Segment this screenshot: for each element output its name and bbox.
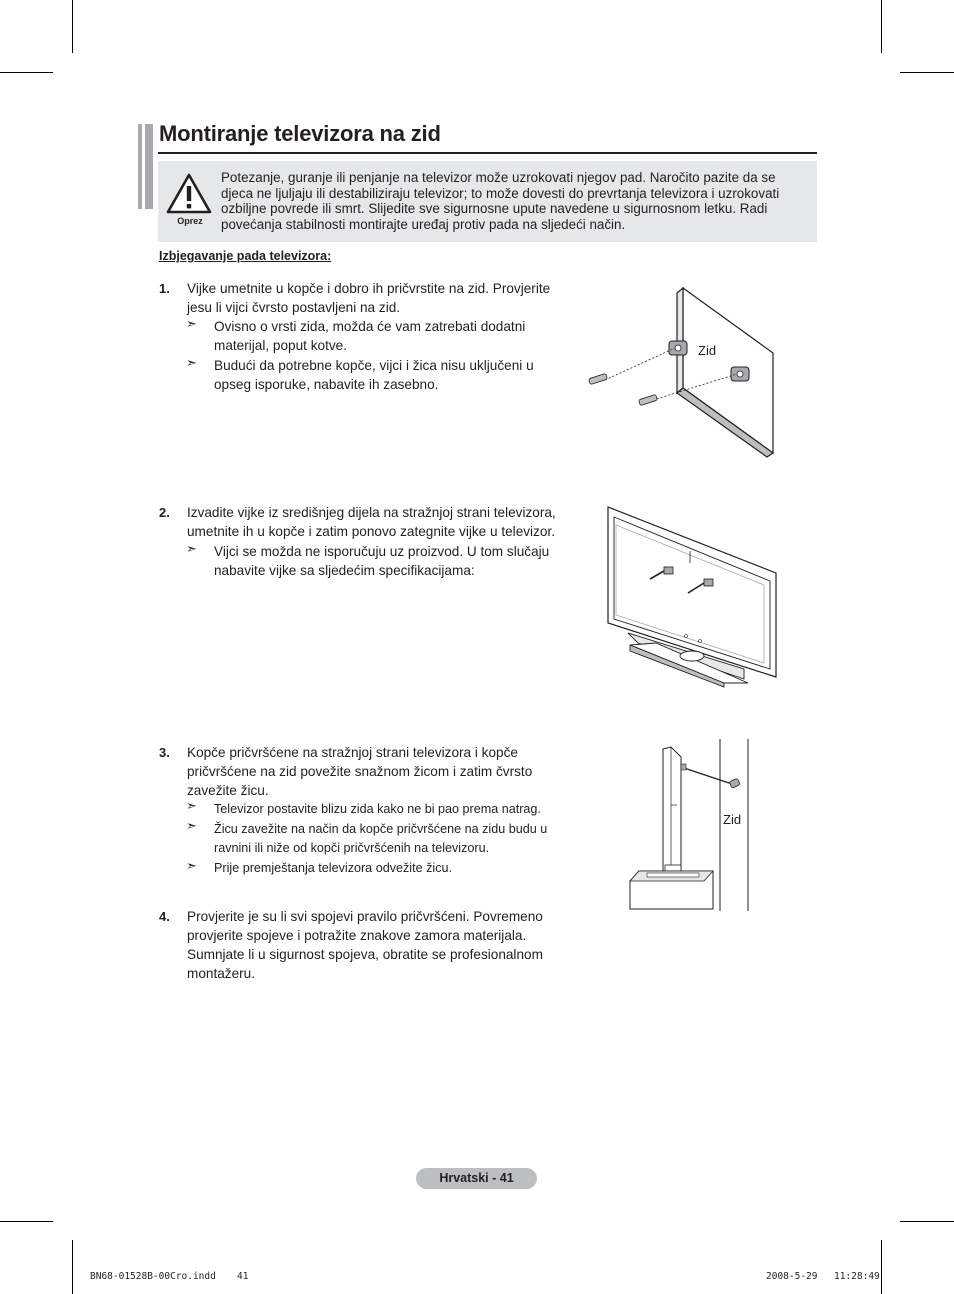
note-arrow-icon: ➣ xyxy=(186,798,197,813)
step-number: 4. xyxy=(159,909,170,924)
page-number-badge: Hrvatski - 41 xyxy=(416,1168,537,1189)
crop-mark xyxy=(72,0,73,53)
note-line: Vijci se možda ne isporučuju uz proizvod. U tom slučaju xyxy=(214,544,550,559)
note-line: nabavite vijke sa sljedećim specifikacijama: xyxy=(214,563,475,578)
step-line: umetnite ih u kopče i zatim ponovo zategnite vijke u televizor. xyxy=(187,524,555,539)
title-rule xyxy=(158,152,817,154)
crop-mark xyxy=(881,0,882,53)
step-note xyxy=(214,820,547,858)
step-note xyxy=(214,356,534,394)
step-number: 2. xyxy=(159,505,170,520)
note-line: Budući da potrebne kopče, vijci i žica nisu uključeni u xyxy=(214,358,534,373)
wall-bracket-illustration xyxy=(583,285,783,455)
step-line: jesu li vijci čvrsto postavljeni na zid. xyxy=(187,300,401,315)
note-line: Prije premještanja televizora odvežite žicu. xyxy=(214,861,452,875)
note-arrow-icon: ➣ xyxy=(186,858,197,873)
step-text xyxy=(187,503,556,541)
step-note xyxy=(214,317,525,355)
step-text xyxy=(187,743,532,800)
print-file-name: BN68-01528B-00Cro.indd xyxy=(90,1271,216,1282)
caution-label: Oprez xyxy=(177,216,203,226)
title-accent-bar xyxy=(145,124,153,209)
crop-mark xyxy=(0,1221,53,1222)
step-number: 3. xyxy=(159,745,170,760)
step-number: 1. xyxy=(159,281,170,296)
step-line: Provjerite je su li svi spojevi pravilo pričvršćeni. Povremeno xyxy=(187,909,543,924)
crop-mark xyxy=(0,72,53,73)
title-accent-bar xyxy=(138,124,142,209)
page-title: Montiranje televizora na zid xyxy=(159,121,441,146)
note-line: Žicu zavežite na način da kopče pričvršćene na zidu budu u xyxy=(214,822,548,836)
print-time: 11:28:49 xyxy=(834,1271,880,1282)
step-line: Sumnjate li u sigurnost spojeva, obratite se profesionalnom xyxy=(187,947,543,962)
step-text xyxy=(187,907,543,983)
wall-label: Zid xyxy=(698,343,717,358)
note-line: Ovisno o vrsti zida, možda će vam zatrebati dodatni xyxy=(214,319,526,334)
note-arrow-icon: ➣ xyxy=(186,541,197,556)
note-arrow-icon: ➣ xyxy=(186,818,197,833)
crop-mark xyxy=(72,1240,73,1294)
warning-triangle-icon xyxy=(166,172,212,216)
caution-text: Potezanje, guranje ili penjanje na televizor može uzrokovati njegov pad. Naročito pazite da se djeca ne ljuljaju ili destabiliziraju televizor; to može dovesti do prevrtanja televizora i uzrokovati ozbiljne povrede ili smrt. Slijedite sve sigurnosne upute navedene u sigurnosnom letku. Radi povećanja stabilnosti montirajte uređaj protiv pada na sljedeći način. xyxy=(221,170,780,232)
note-arrow-icon: ➣ xyxy=(186,316,197,331)
step-line: pričvršćene na zid povežite snažnom žicom i zatim čvrsto xyxy=(187,764,533,779)
print-page-number: 41 xyxy=(237,1271,249,1282)
step-line: provjerite spojeve i potražite znakove zamora materijala. xyxy=(187,928,527,943)
print-date: 2008-5-29 xyxy=(766,1271,818,1282)
step-line: Vijke umetnite u kopče i dobro ih pričvrstite na zid. Provjerite xyxy=(187,281,551,296)
step-note xyxy=(214,859,452,878)
section-subheading: Izbjegavanje pada televizora: xyxy=(159,249,332,263)
note-line: ravnini ili niže od kopči pričvršćenih na televizoru. xyxy=(214,841,490,855)
note-line: Televizor postavite blizu zida kako ne bi pao prema natrag. xyxy=(214,802,541,816)
note-line: materijal, poput kotve. xyxy=(214,338,347,353)
note-line: opseg isporuke, nabavite ih zasebno. xyxy=(214,377,439,392)
crop-mark xyxy=(900,72,954,73)
note-arrow-icon: ➣ xyxy=(186,355,197,370)
crop-mark xyxy=(881,1240,882,1294)
step-line: zavežite žicu. xyxy=(187,783,269,798)
step-line: montažeru. xyxy=(187,966,256,981)
step-note xyxy=(214,542,549,580)
step-line: Izvadite vijke iz središnjeg dijela na stražnjoj strani televizora, xyxy=(187,505,556,520)
tv-back-illustration xyxy=(604,503,784,693)
step-line: Kopče pričvršćene na stražnjoj strani televizora i kopče xyxy=(187,745,518,760)
step-text xyxy=(187,279,550,317)
wall-label: Zid xyxy=(723,812,742,827)
step-note xyxy=(214,800,541,819)
crop-mark xyxy=(900,1221,954,1222)
